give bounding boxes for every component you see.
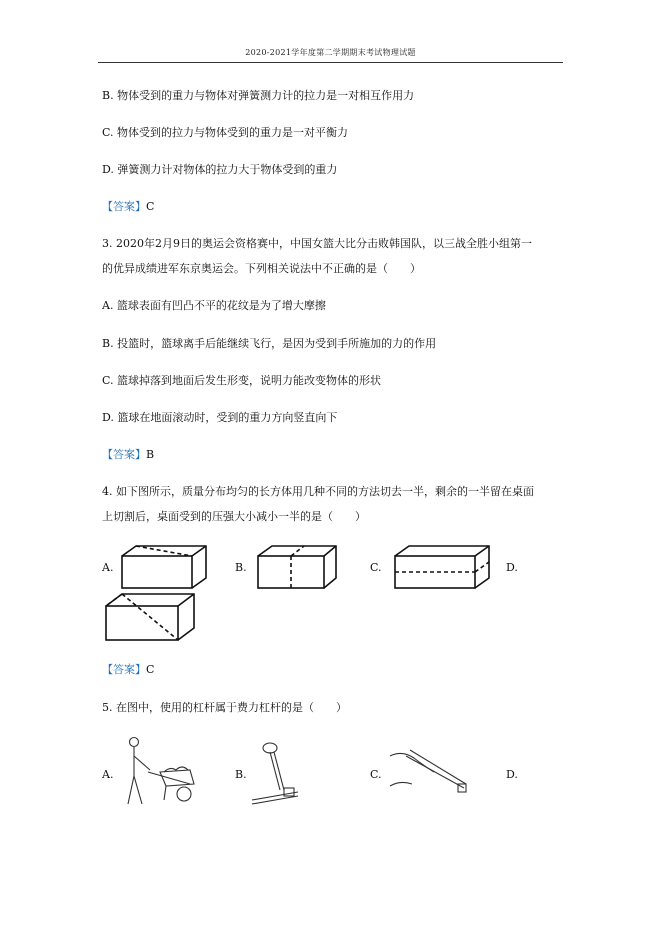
q5-stem: 5. 在图中，使用的杠杆属于费力杠杆的是（ ）: [102, 701, 347, 714]
q3-answer: [102, 446, 154, 462]
q4-label-b: B.: [235, 561, 247, 574]
q2-option-d: D. 弹簧测力计对物体的拉力大于物体受到的重力: [102, 163, 338, 176]
q4-label-d: D.: [506, 561, 518, 574]
answer-tag: 【答案】: [102, 200, 146, 213]
answer-value: C: [146, 200, 155, 213]
q4-stem-line2: 上切割后，桌面受到的压强大小减小一半的是（ ）: [102, 510, 366, 523]
answer-tag: 【答案】: [102, 663, 146, 676]
box-diagram-b: [256, 544, 340, 590]
header-rule: [98, 62, 563, 63]
box-diagram-c: [393, 544, 493, 590]
q5-label-b: B.: [235, 768, 247, 781]
box-diagram-a: [120, 544, 212, 590]
q4-stem-line1: 4. 如下图所示，质量分布均匀的长方体用几种不同的方法切去一半，剩余的一半留在桌面: [102, 485, 534, 498]
answer-tag: 【答案】: [102, 448, 146, 461]
q4-label-c: C.: [370, 561, 382, 574]
q2-answer: [102, 198, 154, 214]
wheelbarrow-figure: [120, 736, 200, 808]
q3-option-d: D. 篮球在地面滚动时，受到的重力方向竖直向下: [102, 411, 338, 424]
q3-stem-line2: 的优异成绩进军东京奥运会。下列相关说法中不正确的是（ ）: [102, 262, 421, 275]
crowbar-figure: [250, 738, 300, 810]
q5-label-d: D.: [506, 768, 518, 781]
q4-label-a: A.: [102, 561, 114, 574]
q3-option-a: A. 篮球表面有凹凸不平的花纹是为了增大摩擦: [102, 299, 326, 312]
box-diagram-d: [104, 592, 198, 642]
q3-option-b: B. 投篮时，篮球离手后能继续飞行，是因为受到手所施加的力的作用: [102, 337, 437, 350]
q4-answer: [102, 661, 154, 677]
q5-label-a: A.: [102, 768, 114, 781]
answer-value: B: [146, 448, 155, 461]
answer-value: C: [146, 663, 155, 676]
q3-stem-line1: 3. 2020年2月9日的奥运会资格赛中，中国女篮大比分击败韩国队，以三战全胜小组第一: [102, 237, 532, 250]
q3-option-c: C. 篮球掉落到地面后发生形变，说明力能改变物体的形状: [102, 374, 382, 387]
q2-option-c: C. 物体受到的拉力与物体受到的重力是一对平衡力: [102, 126, 349, 139]
page-header-title: 2020-2021学年度第二学期期末考试物理试题: [245, 48, 416, 57]
q5-label-c: C.: [370, 768, 382, 781]
tweezers-figure: [388, 748, 472, 798]
q2-option-b: B. 物体受到的重力与物体对弹簧测力计的拉力是一对相互作用力: [102, 89, 415, 102]
